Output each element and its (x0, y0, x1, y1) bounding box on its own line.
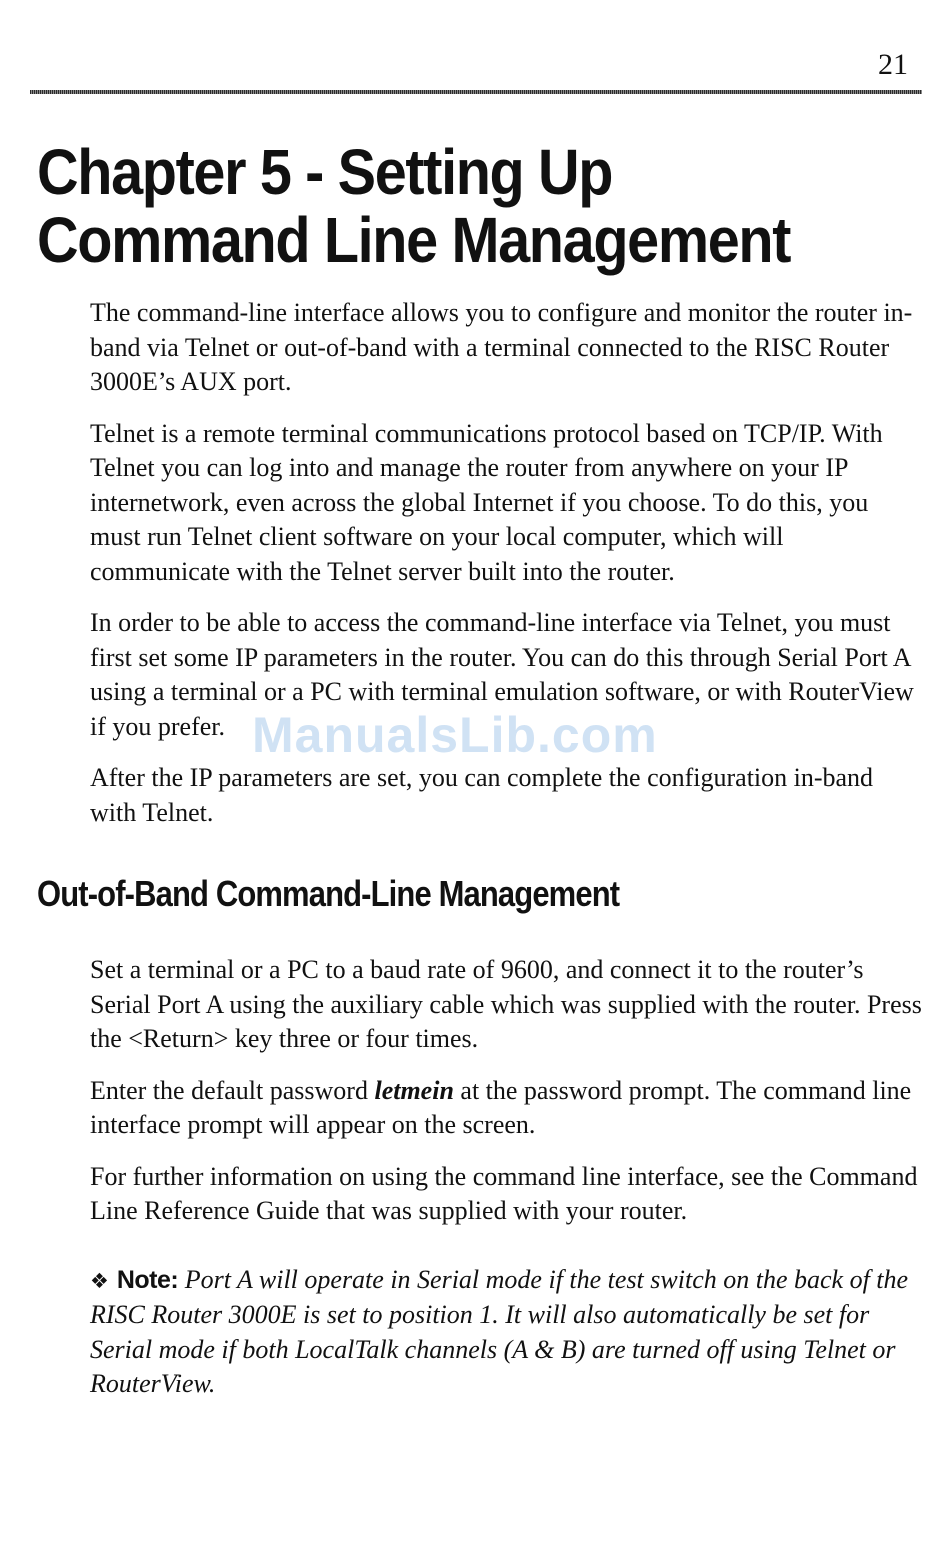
intro-paragraph-2: Telnet is a remote terminal communications protocol based on TCP/IP. With Telnet you can log into and manage the router from anywhere on your IP internetwork, even across the global Internet if you choose. To do this, you must run Telnet client software on your local computer, which will communicate with the Telnet server built into the router. (90, 418, 883, 586)
note-paragraph (90, 1263, 925, 1402)
out-of-band-section (90, 953, 925, 1419)
chapter-title-line-2: Command Line Management (37, 204, 791, 276)
intro-paragraph-4: After the IP parameters are set, you can complete the configuration in-band with Telnet. (90, 763, 874, 827)
intro-paragraph-1: The command-line interface allows you to configure and monitor the router in-band via Telnet or out-of-band with a terminal connected to the RISC Router 3000E’s AUX port. (90, 298, 913, 396)
watermark: ManualsLib.com (252, 707, 658, 763)
page-number: 21 (878, 48, 908, 81)
section-paragraph-3: For further information on using the command line interface, see the Command Line Reference Guide that was supplied with your router. (90, 1161, 918, 1225)
chapter-title-line-1: Chapter 5 - Setting Up (37, 136, 613, 208)
note-text: Port A will operate in Serial mode if the test switch on the back of the RISC Router 3000E is set to position 1. It will also automatically be set for Serial mode if both LocalTalk channels (A & B) are turned off using Telnet or RouterView. (90, 1264, 909, 1398)
header-rule (30, 90, 922, 94)
note-diamond-icon: ❖ (90, 1268, 109, 1293)
intro-paragraph-3: In order to be able to access the command-line interface via Telnet, you must first set some IP parameters in the router. You can do this through Serial Port A using a terminal or a PC with terminal emulation software, or with RouterView if you prefer. (90, 608, 914, 741)
default-password: letmein (374, 1075, 454, 1105)
section-paragraph-1: Set a terminal or a PC to a baud rate of 9600, and connect it to the router’s Serial Port A using the auxiliary cable which was supplied with the router. Press the <Return> key three or four times. (90, 955, 922, 1053)
section-paragraph-2 (90, 1074, 925, 1143)
note-label: Note: (116, 1265, 179, 1294)
password-intro-text: Enter the default password (90, 1075, 375, 1105)
section-heading: Out-of-Band Command-Line Management (37, 873, 620, 914)
chapter-title (37, 138, 829, 274)
intro-section (90, 296, 925, 847)
password-outro-text: at the password prompt. The command line interface prompt will appear on the screen. (90, 1075, 912, 1139)
